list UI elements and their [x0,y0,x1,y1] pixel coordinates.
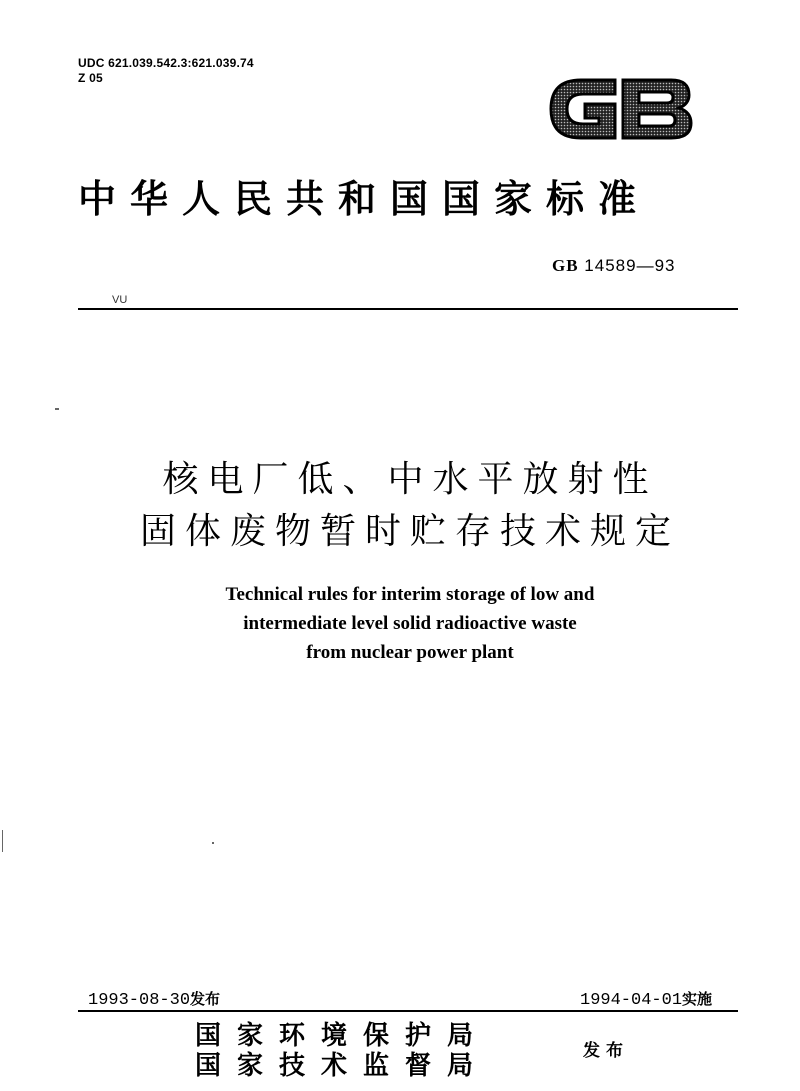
scan-speck [212,842,214,844]
publish-label: 发布 [583,1041,629,1061]
issuer-line-1: 国家环境保护局 [195,1021,490,1051]
issue-label: 发布 [190,990,221,1008]
standard-prefix: GB [552,256,579,275]
implementation-date [580,988,712,1010]
standard-code: 14589—93 [584,256,676,275]
chinese-title-line-2: 固体废物暂时贮存技术规定 [139,511,680,552]
english-title-line-1: Technical rules for interim storage of low and [225,584,595,605]
udc-code: UDC 621.039.542.3:621.039.74 [78,56,254,70]
top-divider [78,308,738,310]
bottom-divider [78,1010,738,1012]
scan-speck [55,408,59,410]
english-title-line-2: intermediate level solid radioactive waste [243,613,577,634]
english-title-line-3: from nuclear power plant [306,642,514,663]
udc-classification [78,56,254,86]
standard-number [552,256,675,276]
national-standard-title: 中华人民共和国国家标准 [78,177,651,221]
gb-logo-icon [545,70,695,148]
issuer-line-2: 国家技术监督局 [195,1051,490,1081]
issue-date [88,988,220,1010]
scan-edge-mark [2,830,3,852]
class-code: Z 05 [78,71,103,85]
issue-date-value: 1993-08-30 [88,991,191,1010]
chinese-title-line-1: 核电厂低、中水平放射性 [162,459,658,500]
implementation-date-value: 1994-04-01 [580,991,683,1010]
implementation-label: 实施 [682,990,713,1008]
rule-mark: VU [112,294,128,306]
